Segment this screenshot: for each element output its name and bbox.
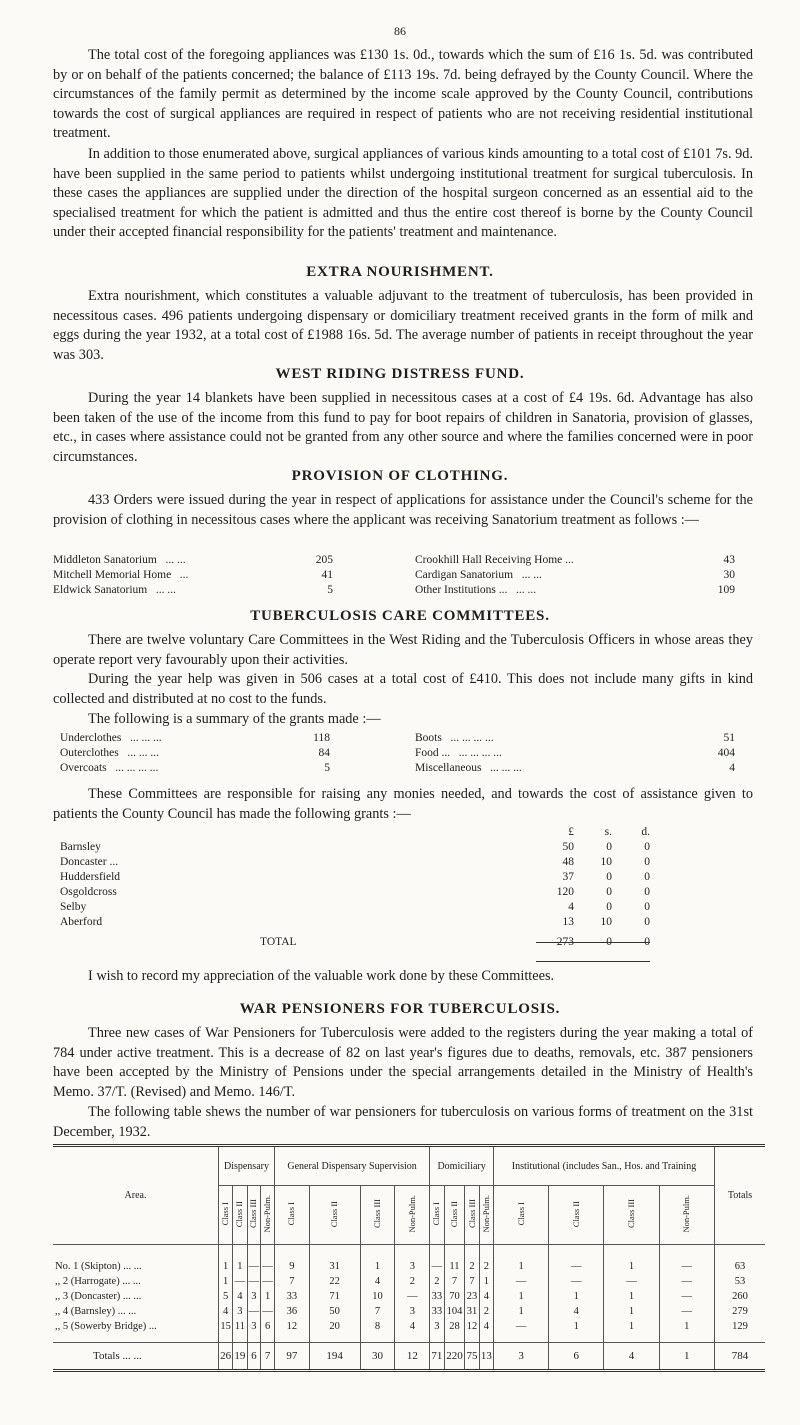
list-item: Miscellaneous ... ... ... 4 (415, 762, 735, 774)
grants-list-right (415, 731, 735, 776)
table-row (53, 1245, 765, 1275)
table-cell: 4 (479, 1319, 493, 1343)
table-cell: — (659, 1245, 714, 1275)
table-cell: 1 (493, 1245, 548, 1275)
totals-cell: 1 (659, 1343, 714, 1371)
table-cell: 3 (430, 1319, 444, 1343)
sub-header-cell (360, 1186, 395, 1245)
table-totals (53, 1343, 765, 1371)
heading-care-committees: TUBERCULOSIS CARE COMMITTEES. (250, 608, 550, 624)
group-header-dispensary: Dispensary (219, 1146, 275, 1186)
group-header-institutional: Institutional (includes San., Hos. and Training (493, 1146, 714, 1186)
county-grants-total: TOTAL 273 0 0 (260, 936, 650, 948)
totals-cell: 3 (493, 1343, 548, 1371)
totals-cell: 6 (549, 1343, 604, 1371)
sub-header-label: Class II (448, 1200, 459, 1228)
table-cell: 31 (466, 1306, 478, 1317)
table-cell: 31 (309, 1245, 360, 1275)
paragraph-appliance-cost: The total cost of the foregoing appliances was £130 1s. 0d., towards which the sum of £16 1s. 5d. was contributed by or on behalf of the patients concerned; the balance of £113 19s. 7d. being defrayed by the County Council. Where the circumstances of the family permit as determined by the income scale approved by the County Council, contributions towards the cost of surgical appliances are required in respect of patients who are not receiving residential institutional treatment. (53, 47, 753, 142)
list-item: Outerclothes ... ... ... 84 (60, 747, 330, 759)
totals-label: Totals ... ... (53, 1343, 219, 1371)
sub-header-cell (261, 1186, 275, 1245)
sub-header-label: Class I (431, 1202, 442, 1226)
table-cell: 2 (479, 1245, 493, 1275)
totals-cell: 26 (219, 1343, 233, 1371)
area-column-header: Area. (53, 1146, 219, 1245)
table-cell: 33 (431, 1306, 443, 1317)
paragraph-grants-summary: The following is a summary of the grants made :— (88, 711, 381, 727)
table-row (53, 1289, 765, 1304)
sub-header-label: Class III (248, 1199, 259, 1229)
totals-cell: 6 (247, 1343, 261, 1371)
sub-header-cell (549, 1186, 604, 1245)
sub-header-label: Non-Pulm. (681, 1195, 692, 1233)
totals-column-header: Totals (715, 1146, 766, 1245)
area-cell: No. 1 (Skipton) ... ... (55, 1261, 142, 1272)
table-cell: 7 (274, 1274, 309, 1289)
totals-cell: 12 (395, 1343, 430, 1371)
paragraph-table-intro: The following table shews the number of war pensioners for tuberculosis on various forms of treatment on the 31st December, 1932. (53, 1104, 753, 1140)
table-cell: 33 (274, 1289, 309, 1304)
sub-header-label: Class I (286, 1202, 297, 1226)
table-cell: 11 (444, 1245, 465, 1275)
table-cell: 1 (493, 1289, 548, 1304)
totals-cell: 220 (444, 1343, 465, 1371)
row-total-cell: 260 (715, 1289, 766, 1304)
table-cell: 3 (247, 1289, 261, 1304)
table-cell: 7 (465, 1274, 479, 1289)
table-cell: — (247, 1245, 261, 1275)
county-grants-header: £ s. d. (568, 826, 650, 838)
table-cell: 7 (444, 1274, 465, 1289)
table-body (53, 1245, 765, 1343)
total-rule-bottom (536, 961, 650, 962)
table-cell: 9 (274, 1245, 309, 1275)
paragraph-committee-funding: These Committees are responsible for raising any monies needed, and towards the cost of assistance given to patients the County Council has made the following grants :— (53, 786, 753, 822)
table-cell: — (262, 1276, 273, 1287)
sub-header-label: Non-Pulm. (406, 1195, 417, 1233)
table-cell: — (659, 1274, 714, 1289)
sub-header-cell (479, 1186, 493, 1245)
table-cell: 104 (444, 1304, 465, 1319)
table-cell: — (659, 1304, 714, 1319)
table-cell: 33 (431, 1291, 443, 1302)
table-row (53, 1274, 765, 1289)
row-total-cell: 53 (715, 1274, 766, 1289)
total-rule (536, 942, 650, 943)
table-cell: 4 (219, 1304, 233, 1319)
table-cell: 1 (219, 1245, 233, 1275)
list-item: Barnsley 50 0 0 (60, 841, 650, 853)
sub-header-label: Class I (220, 1202, 231, 1226)
sub-header-cell (659, 1186, 714, 1245)
totals-cell: 97 (274, 1343, 309, 1371)
sub-header-cell (309, 1186, 360, 1245)
table-cell: 7 (360, 1304, 395, 1319)
sub-header-label: Class III (466, 1199, 477, 1229)
totals-cell: 194 (309, 1343, 360, 1371)
table-cell: 3 (395, 1304, 430, 1319)
table-cell: — (234, 1276, 246, 1287)
table-row (53, 1304, 765, 1319)
table-cell: — (261, 1245, 275, 1275)
table-cell: 28 (444, 1319, 465, 1343)
paragraph-help-given: During the year help was given in 506 cases at a total cost of £410. This does not include many gifts in kind collected and distributed at no cost to the funds. (53, 671, 753, 707)
sub-header-cell (219, 1186, 233, 1245)
list-item: Underclothes ... ... ... 118 (60, 732, 330, 744)
table-cell: 2 (479, 1304, 493, 1319)
table-cell: 71 (309, 1289, 360, 1304)
sub-header-cell (247, 1186, 261, 1245)
list-item: Osgoldcross 120 0 0 (60, 886, 650, 898)
table-cell: — (248, 1306, 260, 1317)
totals-cell: 7 (261, 1343, 275, 1371)
table-cell: 1 (549, 1319, 604, 1343)
list-item: Other Institutions ... ... ... 109 (415, 584, 735, 596)
table-cell: 1 (604, 1304, 659, 1319)
table-cell: 4 (479, 1289, 493, 1304)
sub-header-label: Non-Pulm. (480, 1195, 491, 1233)
table-cell: 2 (430, 1274, 444, 1289)
sub-header-cell (604, 1186, 659, 1245)
row-total-cell: 129 (715, 1319, 766, 1343)
table-cell: 1 (659, 1319, 714, 1343)
heading-war-pensioners: WAR PENSIONERS FOR TUBERCULOSIS. (239, 1001, 561, 1017)
table-cell: — (395, 1289, 430, 1304)
list-item: Overcoats ... ... ... ... 5 (60, 762, 330, 774)
list-item: Huddersfield 37 0 0 (60, 871, 650, 883)
paragraph-care-committees: There are twelve voluntary Care Committees in the West Riding and the Tuberculosis Officers in whose areas they operate report very favourably upon their activities. (53, 632, 753, 668)
totals-cell: 75 (465, 1343, 479, 1371)
sub-header-cell (395, 1186, 430, 1245)
sub-header-cell (493, 1186, 548, 1245)
row-total-cell: 279 (715, 1304, 766, 1319)
area-cell: ,, 4 (Barnsley) ... ... (55, 1306, 137, 1317)
table-cell: 23 (466, 1291, 478, 1302)
war-pensioners-table (53, 1144, 765, 1372)
totals-cell: 19 (233, 1343, 247, 1371)
clothing-list-left (53, 553, 333, 598)
table-cell: 8 (360, 1319, 395, 1343)
table-cell: 1 (604, 1319, 659, 1343)
list-item: Food ... ... ... ... ... 404 (415, 747, 735, 759)
table-cell: 11 (233, 1319, 247, 1343)
table-cell: 2 (465, 1245, 479, 1275)
table-cell: 1 (261, 1289, 275, 1304)
list-item: Selby 4 0 0 (60, 901, 650, 913)
table-row (53, 1319, 765, 1343)
list-item: Crookhill Hall Receiving Home ... 43 (415, 554, 735, 566)
paragraph-war-pensioners: Three new cases of War Pensioners for Tuberculosis were added to the registers during the year making a total of 784 under active treatment. This is a decrease of 82 on last year's figures due to deaths, removals, etc. 387 pensioners have been accepted by the Ministry of Pensions under the special arrangements detailed in the Ministry of Health's Memo. 37/T. (Revised) and Memo. 146/T. (53, 1025, 753, 1100)
paragraph-institutional-appliances: In addition to those enumerated above, surgical appliances of various kinds amounting to a total cost of £101 7s. 9d. have been supplied in the same period to patients whilst undergoing institutional treatment for surgical tuberculosis. In these cases the appliances are supplied under the direction of the hospital surgeon concerned as an essential aid to the specialised treatment for which the patient is admitted and thus the entire cost thereof is borne by the County Council under their accepted financial responsibility for the patients' treatment and maintenance. (53, 146, 753, 241)
table-cell: — (493, 1274, 548, 1289)
sub-header-label: Non-Pulm. (262, 1195, 273, 1233)
table-cell: — (430, 1245, 444, 1275)
county-grants-list (60, 825, 650, 950)
table-cell: — (549, 1245, 604, 1275)
grants-list-left (60, 731, 330, 776)
table-cell: 70 (444, 1289, 465, 1304)
table-cell: 2 (395, 1274, 430, 1289)
list-item: Doncaster ... 48 10 0 (60, 856, 650, 868)
table-cell: — (604, 1274, 659, 1289)
area-cell: ,, 2 (Harrogate) ... ... (55, 1276, 141, 1287)
list-item: Cardigan Sanatorium ... ... 30 (415, 569, 735, 581)
table-cell: 5 (219, 1289, 233, 1304)
list-item: Aberford 13 10 0 (60, 916, 650, 928)
table-cell: 50 (309, 1304, 360, 1319)
table-cell: 1 (549, 1289, 604, 1304)
totals-cell: 4 (604, 1343, 659, 1371)
group-header-general-dispensary: General Dispensary Supervision (274, 1146, 429, 1186)
list-item: Eldwick Sanatorium ... ... 5 (53, 584, 333, 596)
sub-header-cell (465, 1186, 479, 1245)
table-cell: 1 (493, 1304, 548, 1319)
paragraph-distress-fund: During the year 14 blankets have been supplied in necessitous cases at a cost of £4 19s. 6d. Advantage has also been taken of the use of the income from this fund to pay for boot repairs of children in Sanatoria, provision of glasses, etc., in cases where assistance could not be granted from any other source and where the families concerned were in poor circumstances. (53, 390, 753, 465)
table-cell: 3 (247, 1319, 261, 1343)
heading-extra-nourishment: EXTRA NOURISHMENT. (306, 264, 494, 280)
paragraph-appreciation: I wish to record my appreciation of the valuable work done by these Committees. (88, 968, 555, 984)
sub-header-label: Class I (515, 1202, 526, 1226)
table-cell: 1 (604, 1289, 659, 1304)
heading-distress-fund: WEST RIDING DISTRESS FUND. (275, 366, 525, 382)
grand-total-cell: 784 (715, 1343, 766, 1371)
table-cell: 15 (219, 1319, 233, 1343)
table-cell: — (493, 1319, 548, 1343)
totals-cell: 13 (479, 1343, 493, 1371)
table-cell: 12 (465, 1319, 479, 1343)
table-cell: 1 (219, 1274, 233, 1289)
table-cell: 36 (274, 1304, 309, 1319)
totals-row (53, 1343, 765, 1371)
table-cell: 1 (479, 1274, 493, 1289)
row-total-cell: 63 (715, 1245, 766, 1275)
table-cell: 3 (233, 1304, 247, 1319)
table-cell: 6 (261, 1319, 275, 1343)
totals-cell: 30 (360, 1343, 395, 1371)
sub-header-cell (430, 1186, 444, 1245)
sub-header-cell (274, 1186, 309, 1245)
list-item: Boots ... ... ... ... 51 (415, 732, 735, 744)
area-cell: ,, 5 (Sowerby Bridge) ... (55, 1321, 157, 1332)
table-cell: — (262, 1306, 273, 1317)
table-cell: 3 (395, 1245, 430, 1275)
paragraph-extra-nourishment: Extra nourishment, which constitutes a valuable adjuvant to the treatment of tuberculosis, has been provided in necessitous cases. 496 patients undergoing dispensary or domiciliary treatment received grants in the form of milk and eggs during the year 1932, at a total cost of £1988 16s. 5d. The average number of patients in receipt throughout the year was 303. (53, 288, 753, 363)
totals-cell: 71 (430, 1343, 444, 1371)
sub-header-label: Class II (570, 1200, 581, 1228)
area-cell: ,, 3 (Doncaster) ... ... (55, 1291, 142, 1302)
table-cell: — (659, 1289, 714, 1304)
table-cell: 4 (395, 1319, 430, 1343)
clothing-list-right (415, 553, 735, 598)
table-cell: 4 (360, 1274, 395, 1289)
sub-header-label: Class III (626, 1199, 636, 1229)
list-item: Mitchell Memorial Home ... 41 (53, 569, 333, 581)
table-cell: 4 (233, 1289, 247, 1304)
group-header-domiciliary: Domiciliary (430, 1146, 494, 1186)
paragraph-clothing-orders: 433 Orders were issued during the year in respect of applications for assistance under the Council's scheme for the provision of clothing in necessitous cases where the applicant was receiving Sanatorium treatment as follows :— (53, 492, 753, 528)
list-item: Middleton Sanatorium ... ... 205 (53, 554, 333, 566)
sub-header-cell (233, 1186, 247, 1245)
table-cell: 20 (309, 1319, 360, 1343)
sub-header-label: Class III (371, 1199, 382, 1229)
sub-header-label: Class II (234, 1200, 245, 1228)
table-cell: 1 (360, 1245, 395, 1275)
table-cell: 22 (309, 1274, 360, 1289)
table-cell: 1 (233, 1245, 247, 1275)
table-cell: — (248, 1276, 260, 1287)
sub-header-label: Class II (329, 1200, 340, 1228)
page-number: 86 (394, 24, 406, 38)
table-cell: 10 (360, 1289, 395, 1304)
table-cell: 4 (549, 1304, 604, 1319)
sub-header-cell (444, 1186, 465, 1245)
table-cell: 12 (274, 1319, 309, 1343)
table-cell: 1 (604, 1245, 659, 1275)
table-cell: — (549, 1274, 604, 1289)
heading-provision-of-clothing: PROVISION OF CLOTHING. (291, 468, 509, 484)
